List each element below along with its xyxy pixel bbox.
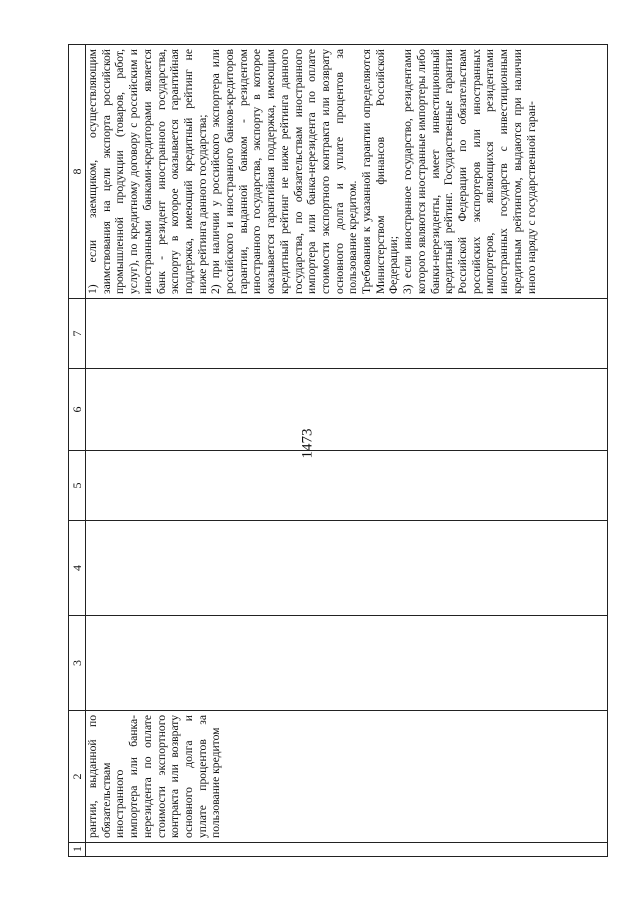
cell-col-4	[86, 521, 608, 616]
col-header-6: 6	[69, 369, 86, 451]
paragraph: Требования к указанной гарантии определяются Министерством финансов Российской Федерации;	[360, 49, 401, 294]
cell-col-2: рантии, выданной по обязательствам иностранного импортера или банка-нерезидента по оплате стоимости экспортного контракта или возврату основного долга и уплате процентов за пользование кредитом	[86, 711, 608, 843]
document-table	[68, 44, 608, 857]
table-header-row	[69, 45, 86, 857]
paragraph: 3) если иностранное государство, резидентами которого являются иностранные импортеры либо банки-нерезиденты, имеет инвестиционный кредитный рейтинг. Государственные гарантии Российской Федерации по обязательствам российских экспортеров или иностранных импортеров, являющихся резидентами иностранных государств с инвестиционным кредитным рейтингом, выдаются при наличии иного наряду с государственной гаран-	[401, 49, 538, 294]
cell-col-7	[86, 299, 608, 369]
cell-col-3	[86, 616, 608, 711]
cell-col-5	[86, 451, 608, 521]
col-header-1: 1	[69, 843, 86, 857]
page-number: 1473	[299, 428, 316, 459]
col-header-7: 7	[69, 299, 86, 369]
table-row	[86, 45, 608, 857]
col-header-4: 4	[69, 521, 86, 616]
rotated-page-content	[68, 45, 608, 857]
col-header-5: 5	[69, 451, 86, 521]
col-header-3: 3	[69, 616, 86, 711]
cell-col-6	[86, 369, 608, 451]
col-header-2: 2	[69, 711, 86, 843]
paragraph: 1) если заемщиком, осуществляющим заимствования на цели экспорта российской промышленной продукции (товаров, работ, услуг), по кредитному договору с российским и иностранными банками-кредиторами является банк - резидент иностранного государства, экспорту в которое оказывается гарантийная поддержка, имеющий кредитный рейтинг не ниже рейтинга данного государства;	[86, 49, 209, 294]
col-header-8: 8	[69, 45, 86, 299]
cell-col-8	[86, 45, 608, 299]
paragraph: 2) при наличии у российского экспортера или российского и иностранного банков-кредиторов гарантии, выданной банком - резидентом иностранного государства, экспорту в которое оказывается гарантийная поддержка, имеющим кредитный рейтинг не ниже рейтинга данного государства, по обязательствам иностранного импортера или банка-нерезидента по оплате стоимости экспортного контракта или возврату основного долга и уплате процентов за пользование кредитом.	[209, 49, 360, 294]
cell-col-1	[86, 843, 608, 857]
